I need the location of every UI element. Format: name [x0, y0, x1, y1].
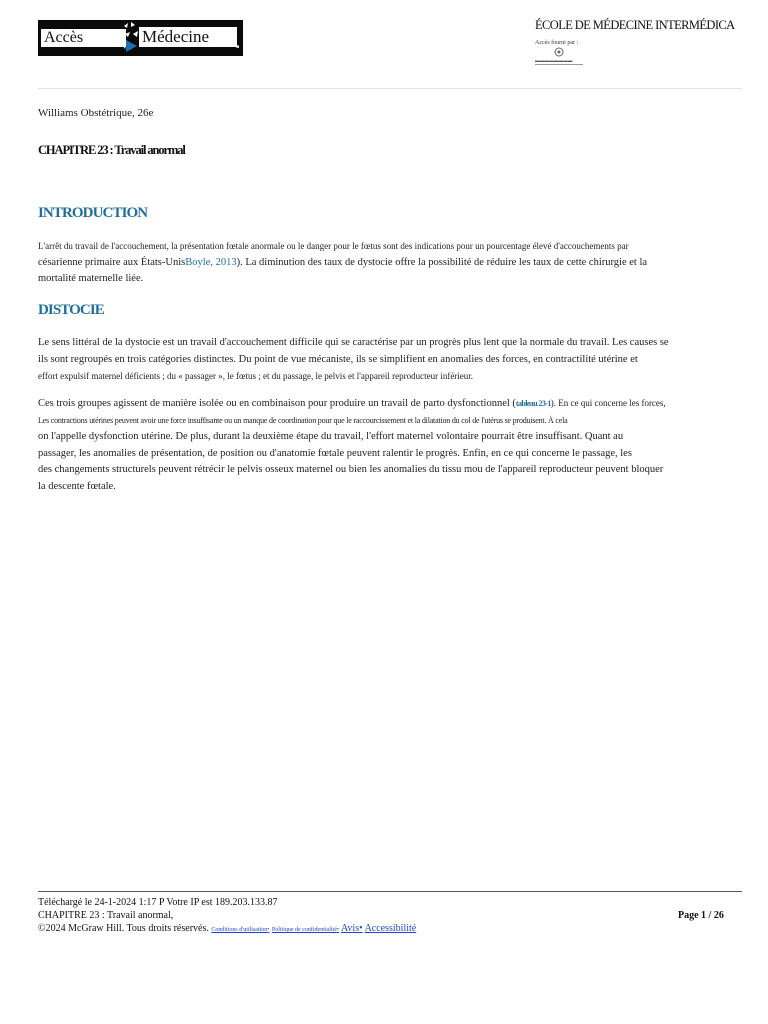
text-line: Le sens littéral de la dystocie est un travail d'accouchement difficile qui se caractérise par un progrès plus lent que la normale du travail. Les causes se [38, 337, 669, 348]
provided-by-label: Accès fourni par : [535, 40, 579, 46]
section-heading-distocie: DISTOCIE [38, 302, 104, 318]
access-medicine-logo[interactable] [38, 20, 243, 56]
footer-legal [38, 923, 416, 934]
paragraph-distocie-1 [38, 335, 698, 385]
text-line: Ces trois groupes agissent de manière isolée ou en combinaison pour produire un travail de parto dysfonctionnel ( [38, 398, 516, 409]
book-title: Williams Obstétrique, 26e [38, 107, 154, 119]
notice-link[interactable]: Avis [340, 923, 360, 934]
link-separator: • [336, 927, 339, 933]
provider-divider [535, 64, 583, 65]
school-name: ÉCOLE DE MÉDECINE INTERMÉDICA [535, 18, 735, 32]
provider-seal-caption: ▬▬▬▬▬▬▬▬ [535, 58, 573, 63]
citation-link[interactable]: Boyle, 2013 [185, 256, 237, 268]
paragraph-introduction [38, 238, 698, 288]
page-number: Page 1 / 26 [678, 910, 724, 921]
copyright-text: ©2024 McGraw Hill. Tous droits réservés. [38, 923, 209, 934]
logo-mark-glyph: ■ [236, 44, 240, 50]
terms-link[interactable]: Conditions d'utilisation [211, 927, 268, 933]
text-line: effort expulsif maternel déficients ; du « passager », le fœtus ; et du passage, le pelvis et l'appareil reproducteur inférieur. [38, 371, 474, 381]
logo-left-text: Accès [41, 29, 126, 47]
text-line: Les contractions utérines peuvent avoir une force insuffisante ou un manque de coordination pour que le raccourcissement et la dilatation du col de l'utérus se produisent. À cela [38, 415, 568, 425]
footer-divider [38, 891, 742, 892]
text-line: passager, les anomalies de présentation, de position ou d'anatomie fœtale peuvent ralentir le progrès. Enfin, en ce qui concerne le passage, les [38, 447, 632, 459]
paragraph-distocie-2 [38, 395, 698, 495]
text-line: des changements structurels peuvent rétrécir le pelvis osseux maternel ou bien les anomalies du tissu mou de l'appareil reproducteur peuvent bloquer [38, 464, 664, 475]
link-separator: • [267, 927, 270, 933]
text-line: L'arrêt du travail de l'accouchement, la présentation fœtale anormale ou le danger pour le fœtus sont des indications pour un pourcentage élevé d'accouchements par [38, 241, 629, 251]
section-heading-introduction: INTRODUCTION [38, 205, 148, 221]
text-line: la descente fœtale. [38, 480, 116, 492]
chapter-title: CHAPITRE 23 : Travail anormal [38, 143, 185, 157]
footer-chapter: CHAPITRE 23 : Travail anormal, [38, 910, 174, 921]
text-line: ). La diminution des taux de dystocie offre la possibilité de réduire les taux de cette chirurgie et la [236, 256, 648, 268]
text-line: mortalité maternelle liée. [38, 273, 144, 284]
header-divider [38, 88, 742, 89]
text-line: césarienne primaire aux États-Unis [38, 256, 186, 268]
download-info: Téléchargé le 24-1-2024 1:17 P Votre IP est 189.203.133.87 [38, 897, 278, 908]
text-line: ). En ce qui concerne les forces, [550, 398, 666, 408]
link-separator: • [359, 923, 363, 934]
privacy-link[interactable]: Politique de confidentialité [271, 927, 337, 933]
book-spark-icon [122, 22, 140, 54]
logo-right-text: Médecine [139, 27, 237, 47]
text-line: ils sont regroupés en trois catégories distinctes. Du point de vue mécaniste, ils se simplifient en anomalies des forces, en contractilité utérine et [38, 353, 638, 365]
text-line: on l'appelle dysfonction utérine. De plus, durant la deuxième étape du travail, l'effort maternel volontaire pourrait être insuffisant. Quant au [38, 431, 624, 442]
table-link[interactable]: tableau 23-1 [515, 399, 551, 408]
provider-seal-icon [553, 47, 565, 57]
accessibility-link[interactable]: Accessibilité [364, 923, 417, 934]
